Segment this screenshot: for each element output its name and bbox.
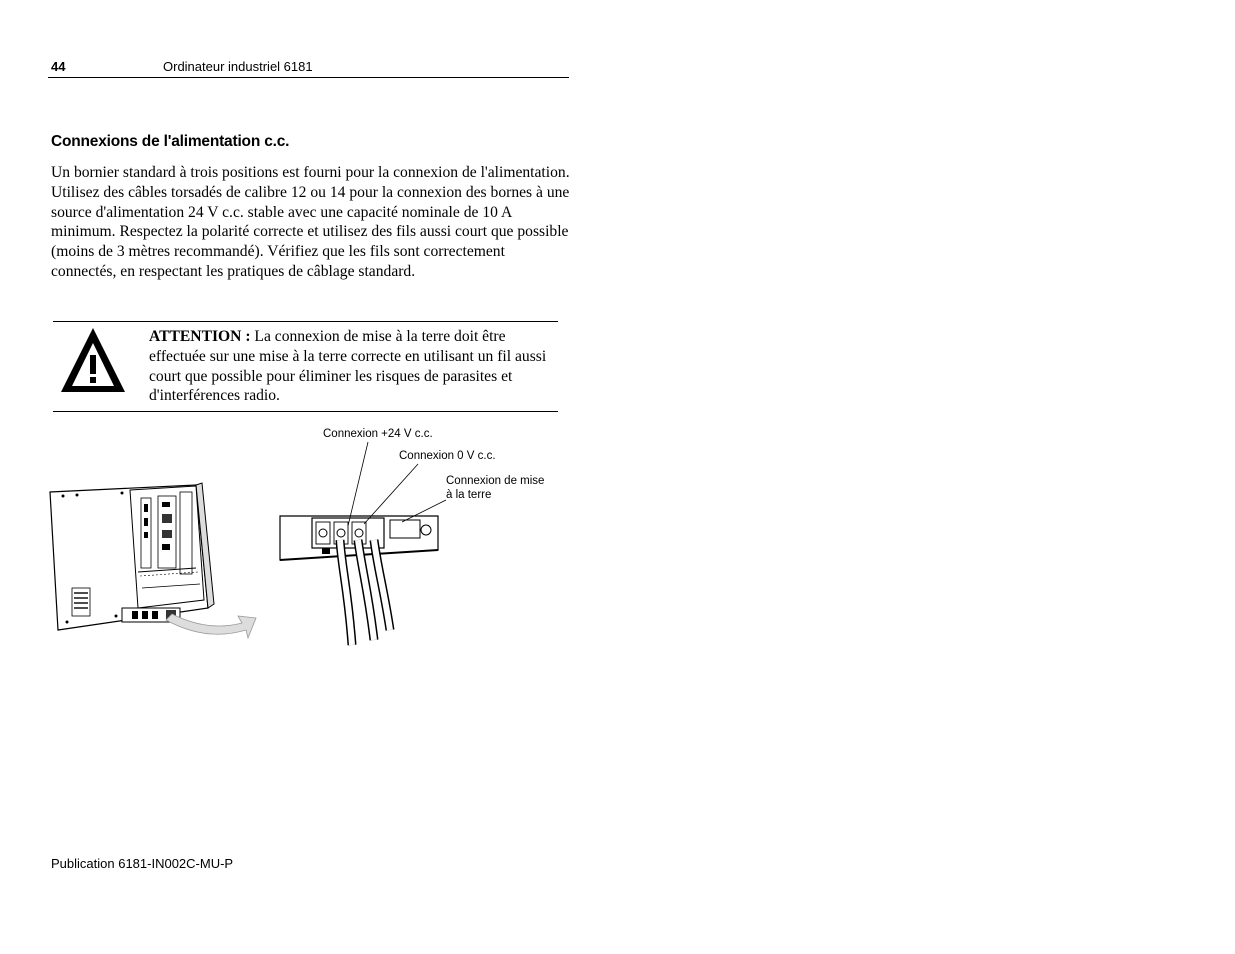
warning-triangle-icon [59, 326, 127, 394]
computer-rear-illustration [46, 480, 261, 645]
attention-label: ATTENTION : [149, 328, 251, 345]
label-ground-line2: à la terre [446, 489, 492, 501]
attention-message: La connexion de mise à la terre doit être effectuée sur une mise à la terre correcte en utilisant un fil aussi court que possible pour éliminer les risques de parasites et d'interférences radio. [149, 328, 547, 405]
attention-box [53, 321, 558, 412]
terminal-block-detail [278, 430, 448, 650]
body-paragraph: Un bornier standard à trois positions est fourni pour la connexion de l'alimentation. Utilisez des câbles torsadés de calibre 12 ou 14 pour la connexion des bornes à une source d'alimentation 24 V c.c. stable avec une capacité nominale de 10 A minimum. Respectez la polarité correcte et utilisez des fils aussi court que possible (moins de 3 mètres recommandé). Vérifiez que les fils sont correctement connectés, en respectant les pratiques de câblage standard. [51, 164, 570, 280]
label-plus24v: Connexion +24 V c.c. [323, 428, 433, 440]
page-header [48, 58, 569, 78]
label-0v: Connexion 0 V c.c. [399, 450, 496, 462]
footer-publication: Publication 6181-IN002C-MU-P [51, 856, 234, 871]
document-title: Ordinateur industriel 6181 [163, 59, 313, 74]
label-ground [446, 474, 544, 502]
label-ground-line1: Connexion de mise [446, 475, 545, 487]
page-number: 44 [51, 59, 66, 74]
attention-text [149, 327, 559, 406]
section-heading: Connexions de l'alimentation c.c. [51, 133, 290, 150]
